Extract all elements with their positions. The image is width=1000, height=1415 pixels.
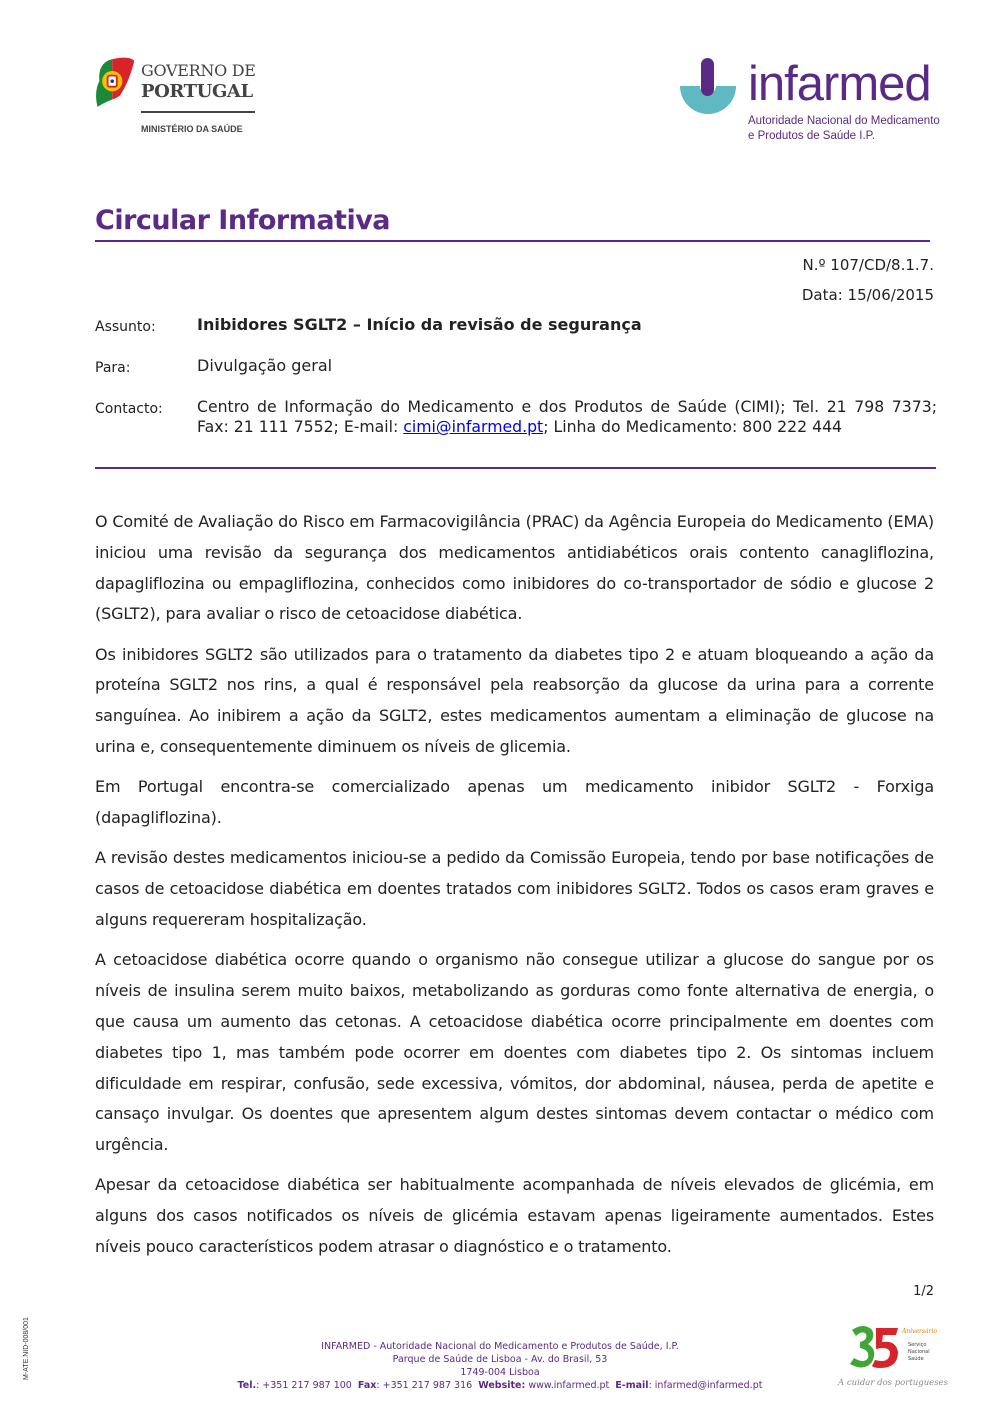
anniv-sns1: Serviço <box>908 1342 927 1348</box>
header-divider <box>95 467 936 469</box>
infarmed-logo-sub1: Autoridade Nacional do Medicamento <box>748 115 940 127</box>
contact-text-pre: Centro de Informação do Medicamento e dos Produtos de Saúde (CIMI); Tel. 21 798 7373; Fax: 21 111 7552; E-mail: <box>197 397 937 436</box>
circular-date <box>802 286 934 304</box>
portugal-flag-shield-icon <box>92 55 138 111</box>
page-title: Circular Informativa <box>95 205 391 236</box>
contact-label: Contacto: <box>95 401 163 417</box>
gov-logo-line2: PORTUGAL <box>141 81 253 102</box>
anniv-sns2: Nacional <box>908 1349 930 1355</box>
anniv-sns3: Saúde <box>908 1356 924 1362</box>
footer-email[interactable]: : infarmed@infarmed.pt <box>648 1380 763 1391</box>
to-label: Para: <box>95 360 131 376</box>
footer-email-label: E-mail <box>615 1380 649 1391</box>
footer-address <box>200 1340 800 1392</box>
date-value: 15/06/2015 <box>847 286 934 304</box>
body-paragraph: O Comité de Avaliação do Risco em Farmacovigilância (PRAC) da Agência Europeia do Medicamento (EMA) iniciou uma revisão da segurança dos medicamentos antidiabéticos orais contento canagliflozina, dapagliflozina ou empagliflozina, conhecidos como inibidores do co-transportador de sódio e glucose 2 (SGLT2), para avaliar o risco de cetoacidose diabética. <box>95 512 934 624</box>
infarmed-logo-word: infarmed <box>748 57 931 111</box>
anniv-word: Aniversário <box>902 1328 937 1335</box>
infarmed-logo-sub2: e Produtos de Saúde I.P. <box>748 130 876 142</box>
footer-contacts <box>200 1379 800 1392</box>
footer-tel: : +351 217 987 100 <box>256 1380 352 1391</box>
circular-number: N.º 107/CD/8.1.7. <box>802 256 934 274</box>
body-paragraph: A revisão destes medicamentos iniciou-se a pedido da Comissão Europeia, tendo por base notificações de casos de cetoacidose diabética em doentes tratados com inibidores SGLT2. Todos os casos eram graves e alguns requereram hospitalização. <box>95 848 934 930</box>
footer-web[interactable]: www.infarmed.pt <box>525 1380 610 1391</box>
footer-fax-label: Fax <box>357 1380 377 1391</box>
date-label: Data: <box>801 286 843 304</box>
body-paragraph: Apesar da cetoacidose diabética ser habitualmente acompanhada de níveis elevados de glicémia, em alguns dos casos notificados os níveis de glicémia estavam apenas ligeiramente aumentados. Estes níveis pouco característicos podem atrasar o diagnóstico e o tratamento. <box>95 1175 934 1257</box>
body-paragraph: A cetoacidose diabética ocorre quando o organismo não consegue utilizar a glucose do sangue por os níveis de insulina serem muito baixos, metabolizando as gorduras como fonte alternativa de energia, o que causa um aumento das cetonas. A cetoacidose diabética ocorre principalmente em doentes com diabetes tipo 1, mas também pode ocorrer em doentes com diabetes tipo 2. Os sintomas incluem dificuldade em respirar, confusão, sede excessiva, vómitos, dor abdominal, náusea, perda de apetite e cansaço invulgar. Os doentes que apresentem algum destes sintomas devem contactar o médico com urgência. <box>95 950 934 1155</box>
form-code: M-ATE.NID-008/001 <box>23 1317 30 1380</box>
sns-35-anniversary-logo <box>846 1322 946 1374</box>
gov-logo-ministry: MINISTÉRIO DA SAÚDE <box>141 124 243 134</box>
page-number: 1/2 <box>913 1284 934 1299</box>
footer-fax: : +351 217 987 316 <box>376 1380 473 1391</box>
to-value: Divulgação geral <box>197 356 333 375</box>
anniv-tagline: A cuidar dos portugueses <box>838 1378 948 1388</box>
footer-line3: 1749-004 Lisboa <box>460 1367 540 1378</box>
footer-tel-label: Tel. <box>237 1380 257 1391</box>
footer-web-label: Website: <box>478 1380 526 1391</box>
footer-line1: INFARMED - Autoridade Nacional do Medicamento e Produtos de Saúde, I.P. <box>321 1341 679 1352</box>
contact-text-post: ; Linha do Medicamento: 800 222 444 <box>543 417 843 436</box>
footer-line2: Parque de Saúde de Lisboa - Av. do Brasil, 53 <box>392 1354 608 1365</box>
title-divider <box>95 240 930 242</box>
anniv-numeral-shape <box>850 1326 898 1368</box>
body-paragraph: Os inibidores SGLT2 são utilizados para o tratamento da diabetes tipo 2 e atuam bloqueando a ação da proteína SGLT2 nos rins, a qual é responsável pela reabsorção da glucose da urina para a corrente sanguínea. Ao inibirem a ação da SGLT2, estes medicamentos aumentam a eliminação de glucose na urina e, consequentemente diminuem os níveis de glicemia. <box>95 644 934 757</box>
document-body <box>95 507 934 1272</box>
gov-logo-divider <box>141 111 255 113</box>
contact-email-link[interactable]: cimi@infarmed.pt <box>403 417 544 436</box>
subject-value: Inibidores SGLT2 – Início da revisão de segurança <box>197 315 642 334</box>
infarmed-mark-icon <box>676 56 740 122</box>
gov-logo-line1: GOVERNO DE <box>141 61 256 80</box>
body-paragraph: Em Portugal encontra-se comercializado apenas um medicamento inibidor SGLT2 - Forxiga (dapagliflozina). <box>95 777 934 828</box>
subject-label: Assunto: <box>95 319 156 335</box>
contact-value <box>197 397 937 437</box>
